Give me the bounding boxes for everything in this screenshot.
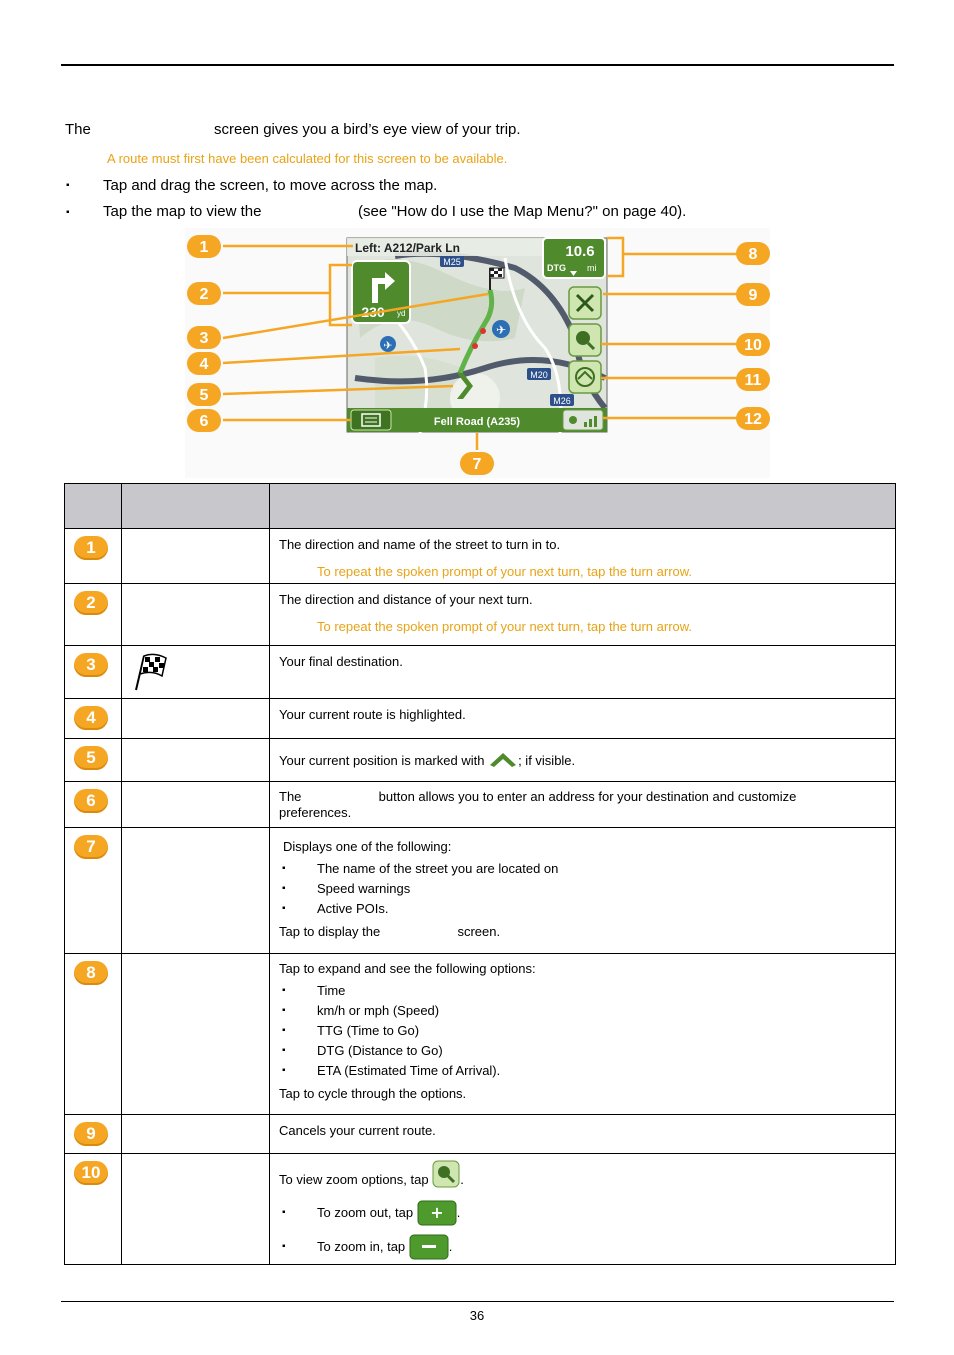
row-text: preferences. [279,805,352,820]
table-row [65,646,896,699]
row-number-badge: 10 [74,1161,108,1185]
table-row [65,529,896,584]
road-label: M25 [443,257,461,267]
row-text: Your final destination. [279,654,403,669]
map-elements-table [64,483,896,1265]
callout-8 [736,242,770,265]
row-text: Displays one of the following: [283,839,452,854]
row-text: screen. [457,924,501,939]
svg-text:3: 3 [199,330,209,347]
list-item: ▪ km/h or mph (Speed) [279,1001,895,1021]
svg-text:4: 4 [199,356,209,373]
row-text: Tap to cycle through the options. [279,1086,467,1101]
intro-prefix: The [65,121,91,138]
map-screen-figure [185,228,770,478]
svg-text:2: 2 [199,286,209,303]
callout-10 [736,333,770,356]
signal-bars-icon [584,422,587,427]
dtg-unit: mi [587,263,597,273]
svg-text:11: 11 [744,372,762,389]
cancel-route-button[interactable] [569,287,601,319]
magnifier-icon [576,331,590,345]
callout-7 [460,452,494,475]
bullet-marker: ▪ [66,207,70,218]
list-item: To zoom in, tap [317,1239,406,1254]
main-menu-button[interactable] [351,410,391,430]
current-position-icon [488,749,518,769]
callout-5 [187,383,221,406]
row-text: Your current route is highlighted. [279,707,466,722]
row-text: . [448,1239,453,1254]
header-cell [270,484,896,529]
callout-4 [187,352,221,375]
svg-text:1: 1 [199,239,209,256]
list-item: ▪ ETA (Estimated Time of Arrival). [279,1061,895,1081]
row-number-badge: 4 [74,706,108,730]
row-text: Tap to expand and see the following options: [279,961,536,976]
bullet-tap-prefix: Tap the map to view the [103,203,262,220]
next-street-label: Left: A212/Park Ln [355,241,460,255]
map-screen [347,238,607,433]
view-mode-button[interactable] [569,361,601,393]
row-number-badge: 1 [74,536,108,560]
svg-text:12: 12 [744,411,762,428]
table-row [65,828,896,954]
table-row [65,954,896,1115]
turn-distance: 230 [361,304,385,320]
callout-3 [187,326,221,349]
satellite-icon [569,416,577,424]
svg-text:10: 10 [744,337,762,354]
callout-6 [187,409,221,432]
row-number-badge: 2 [74,591,108,615]
trip-info-button[interactable] [543,238,605,278]
svg-text:✈: ✈ [383,339,393,352]
list-item: ▪ DTG (Distance to Go) [279,1041,895,1061]
callout-1 [187,235,221,258]
table-row [65,584,896,646]
row-number-badge: 9 [74,1122,108,1146]
row-number-badge: 3 [74,653,108,677]
svg-text:8: 8 [748,246,758,263]
row-text: ; if visible. [518,753,576,768]
road-label: M26 [553,396,571,406]
row-text: The [279,789,302,804]
dtg-value: 10.6 [565,243,595,260]
row-text: . [460,1172,464,1187]
callout-11 [736,368,770,391]
svg-text:+: + [430,1202,444,1222]
callout-9 [736,283,770,306]
zoom-out-plus-icon [417,1200,457,1228]
row-text: button allows you to enter an address for your destination and customize [378,789,797,804]
row-number-badge: 5 [74,746,108,770]
table-row [65,739,896,782]
header-cell [65,484,122,529]
callout-12 [736,407,770,430]
row-text: Tap to display the [279,924,381,939]
gps-status-button[interactable] [563,410,603,430]
list-item: ▪ The name of the street you are located on [279,859,895,879]
table-row [65,1154,896,1265]
bullet-drag: Tap and drag the screen, to move across the map. [103,177,438,194]
row-text: Your current position is marked with [279,753,485,768]
row-text: . [456,1205,461,1220]
row-tip: To repeat the spoken prompt of your next turn, tap the turn arrow. [317,619,693,634]
list-item: ▪ Active POIs. [279,899,895,919]
row-text: The direction and distance of your next turn. [279,592,533,607]
row-text: Cancels your current route. [279,1123,436,1138]
dtg-label: DTG [547,263,566,273]
row-number-badge: 8 [74,961,108,985]
road-label: M20 [530,370,548,380]
table-header-row [65,484,896,529]
intro-suffix: screen gives you a bird’s eye view of your trip. [214,121,521,138]
svg-text:9: 9 [748,287,758,304]
current-street-label: Fell Road (A235) [433,416,521,428]
zoom-button[interactable] [569,324,601,356]
row-number-badge: 7 [74,835,108,859]
list-item: To zoom out, tap [317,1205,414,1220]
table-row [65,1115,896,1154]
zoom-in-minus-icon [409,1234,449,1262]
table-row [65,782,896,828]
bullet-marker: ▪ [66,180,70,191]
list-item: ▪ Time [279,981,895,1001]
svg-text:7: 7 [472,456,482,473]
turn-arrow-button[interactable] [352,261,410,323]
svg-text:✈: ✈ [495,323,507,337]
row-tip: To repeat the spoken prompt of your next turn, tap the turn arrow. [317,564,693,579]
zoom-icon [432,1160,460,1188]
svg-text:6: 6 [199,413,209,430]
header-cell [122,484,270,529]
page-number: 36 [469,1308,485,1323]
top-rule [61,64,894,66]
callout-2 [187,282,221,305]
list-item: ▪ TTG (Time to Go) [279,1021,895,1041]
bottom-rule [61,1301,894,1302]
checkered-flag-icon [132,652,172,692]
table-row [65,699,896,739]
svg-text:5: 5 [199,387,209,404]
row-number-badge: 6 [74,789,108,813]
turn-distance-unit: yd [397,309,406,318]
row-text: The direction and name of the street to turn in to. [279,537,561,552]
row-text: To view zoom options, tap [279,1172,429,1187]
availability-note: A route must first have been calculated for this screen to be available. [107,151,508,166]
bullet-tap-suffix: (see "How do I use the Map Menu?" on page 40). [358,203,687,220]
list-item: ▪ Speed warnings [279,879,895,899]
